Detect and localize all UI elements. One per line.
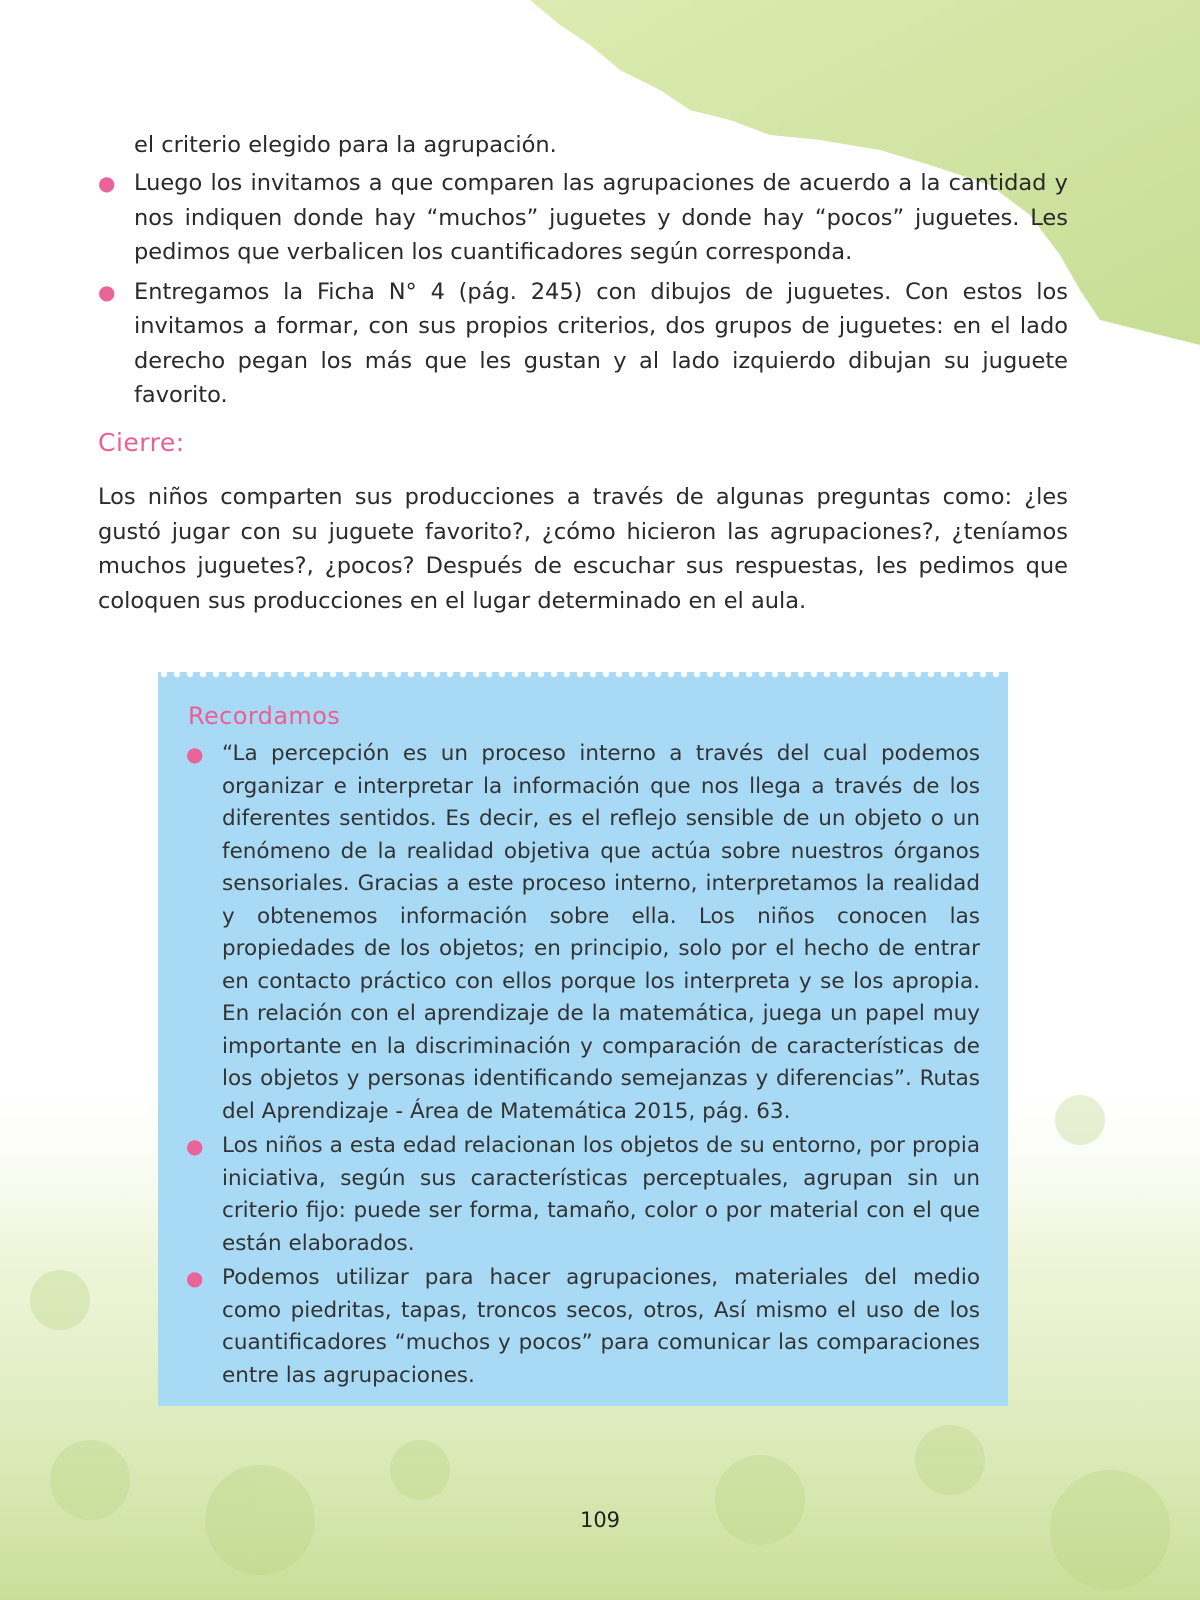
ring-hole <box>993 671 999 677</box>
ring-hole <box>798 671 804 677</box>
note-title: Recordamos <box>188 702 341 730</box>
ring-hole <box>824 671 830 677</box>
ring-hole <box>187 671 193 677</box>
list-item-text: Luego los invitamos a que comparen las agrupaciones de acuerdo a la cantidad y nos indiquen donde hay “muchos” juguetes y donde hay “pocos” juguetes. Les pedimos que verbalicen los cuantificadores según corresponda. <box>134 170 1068 265</box>
activity-list <box>98 166 1068 413</box>
ring-hole <box>850 671 856 677</box>
ring-hole <box>239 671 245 677</box>
bullet-icon: ● <box>186 742 204 766</box>
ring-hole <box>252 671 258 677</box>
ring-hole <box>616 671 622 677</box>
ring-hole <box>226 671 232 677</box>
list-item <box>186 738 980 1128</box>
list-item-text: “La percepción es un proceso interno a través del cual podemos organizar e interpretar la información que nos llega a través de los diferentes sentidos. Es decir, es el reflejo sensible de un objeto o un fenómeno de la realidad objetiva que actúa sobre nuestros órganos sensoriales. Gracias a este proceso interno, interpretamos la realidad y obtenemos información sobre ella. Los niños conocen las propiedades de los objetos; en principio, solo por el hecho de entrar en contacto práctico con ellos porque los interpreta y se los apropia. En relación con el aprendizaje de la matemática, juega un papel muy importante en la discriminación y comparación de características de los objetos y personas identificando semejanzas y diferencias”. Rutas del Aprendizaje - Área de Matemática 2015, pág. 63. <box>222 741 980 1124</box>
ring-hole <box>382 671 388 677</box>
ring-hole <box>811 671 817 677</box>
carry-over-line: el criterio elegido para la agrupación. <box>134 132 557 158</box>
ring-hole <box>668 671 674 677</box>
ring-hole <box>590 671 596 677</box>
ring-hole <box>681 671 687 677</box>
ring-hole <box>915 671 921 677</box>
ring-hole <box>954 671 960 677</box>
ring-hole <box>408 671 414 677</box>
ring-hole <box>460 671 466 677</box>
note-list <box>186 738 980 1392</box>
ring-hole <box>837 671 843 677</box>
ring-hole <box>421 671 427 677</box>
list-item-text: Entregamos la Ficha N° 4 (pág. 245) con dibujos de juguetes. Con estos los invitamos a formar, con sus propios criterios, dos grupos de juguetes: en el lado derecho pegan los más que les gustan y al lado izquierdo dibujan su juguete favorito. <box>134 278 1068 408</box>
ring-hole <box>343 671 349 677</box>
ring-hole <box>369 671 375 677</box>
ring-hole <box>486 671 492 677</box>
ring-hole <box>538 671 544 677</box>
ring-hole <box>213 671 219 677</box>
ring-hole <box>161 671 167 677</box>
cierre-paragraph: Los niños comparten sus producciones a través de algunas preguntas como: ¿les gustó jugar con su juguete favorito?, ¿cómo hicieron las agrupaciones?, ¿teníamos muchos juguetes?, ¿pocos? Después de escuchar sus respuestas, les pedimos que coloquen sus producciones en el lugar determinado en el aula. <box>98 484 1068 614</box>
list-item-text: Podemos utilizar para hacer agrupaciones, materiales del medio como piedritas, tapas, troncos secos, otros, Así mismo el uso de los cuantificadores “muchos y pocos” para comunicar las comparaciones entre las agrupaciones. <box>222 1265 980 1388</box>
ring-hole <box>889 671 895 677</box>
ring-hole <box>499 671 505 677</box>
ring-hole <box>395 671 401 677</box>
ring-hole <box>278 671 284 677</box>
recordamos-note <box>158 672 1008 1406</box>
ring-hole <box>564 671 570 677</box>
ring-hole <box>876 671 882 677</box>
ring-hole <box>200 671 206 677</box>
ring-hole <box>174 671 180 677</box>
ring-hole <box>512 671 518 677</box>
bullet-icon: ● <box>186 1134 204 1158</box>
ring-hole <box>980 671 986 677</box>
ring-hole <box>473 671 479 677</box>
ring-hole <box>603 671 609 677</box>
ring-hole <box>304 671 310 677</box>
ring-hole <box>707 671 713 677</box>
ring-hole <box>733 671 739 677</box>
ring-hole <box>356 671 362 677</box>
ring-hole <box>434 671 440 677</box>
ring-hole <box>785 671 791 677</box>
ring-hole <box>525 671 531 677</box>
ring-hole <box>291 671 297 677</box>
list-item <box>98 275 1068 413</box>
bullet-icon: ● <box>98 171 116 195</box>
section-heading-cierre: Cierre: <box>98 428 185 457</box>
ring-hole <box>967 671 973 677</box>
ring-hole <box>447 671 453 677</box>
ring-hole <box>941 671 947 677</box>
ring-hole <box>759 671 765 677</box>
ring-hole <box>629 671 635 677</box>
ring-hole <box>577 671 583 677</box>
ring-hole <box>772 671 778 677</box>
ring-hole <box>746 671 752 677</box>
list-item <box>186 1262 980 1392</box>
bullet-icon: ● <box>186 1266 204 1290</box>
list-item-text: Los niños a esta edad relacionan los objetos de su entorno, por propia iniciativa, según sus características perceptuales, agrupan sin un criterio fijo: puede ser forma, tamaño, color o por material con el que están elaborados. <box>222 1133 980 1256</box>
list-item <box>98 166 1068 270</box>
list-item <box>186 1130 980 1260</box>
ring-hole <box>720 671 726 677</box>
ring-hole <box>863 671 869 677</box>
ring-hole <box>655 671 661 677</box>
notebook-rings <box>158 666 1008 682</box>
page-number: 109 <box>579 1508 621 1532</box>
ring-hole <box>902 671 908 677</box>
ring-hole <box>928 671 934 677</box>
ring-hole <box>551 671 557 677</box>
ring-hole <box>317 671 323 677</box>
bullet-icon: ● <box>98 279 116 304</box>
ring-hole <box>694 671 700 677</box>
ring-hole <box>330 671 336 677</box>
ring-hole <box>265 671 271 677</box>
ring-hole <box>642 671 648 677</box>
